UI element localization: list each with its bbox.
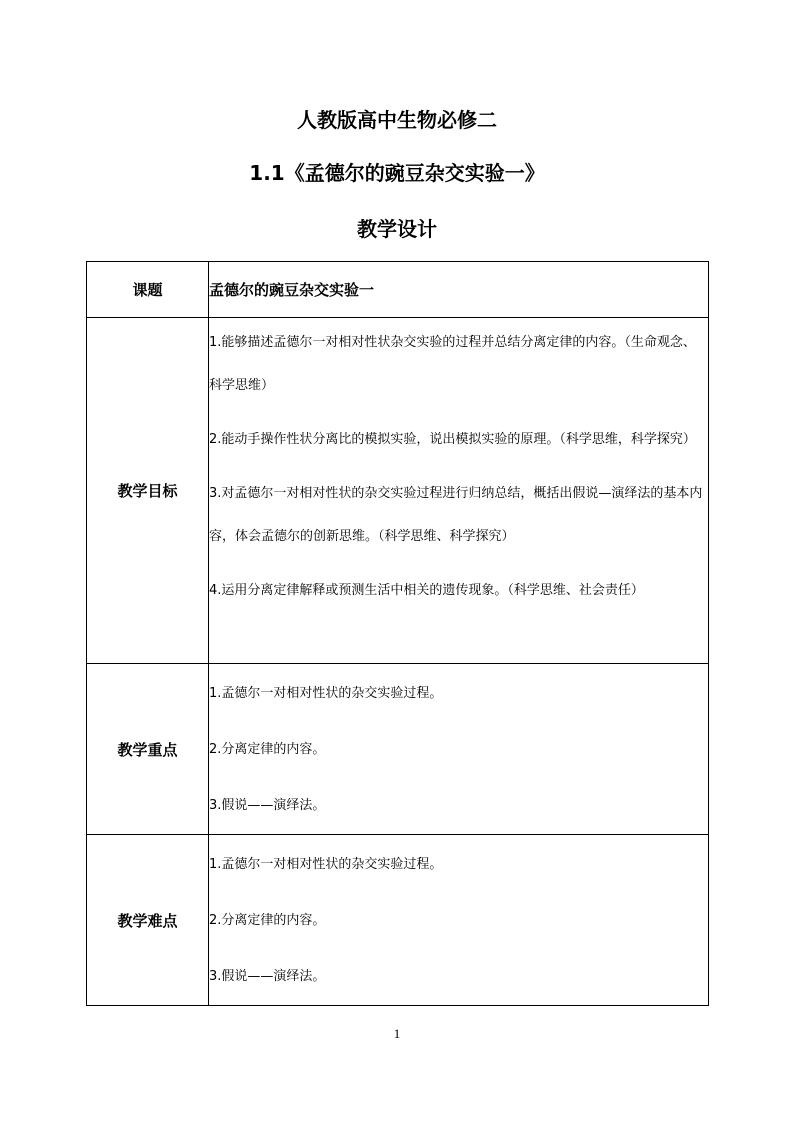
topic-label: 课题 [87, 262, 209, 318]
key-point-item: 3.假说——演绎法。 [209, 798, 326, 813]
document-title: 人教版高中生物必修二 [297, 108, 497, 132]
table-row-key-points [87, 664, 709, 835]
page-number: 1 [393, 1026, 401, 1041]
key-points-cell [209, 664, 709, 835]
document-subtitle: 教学设计 [357, 217, 437, 241]
goals-cell [209, 318, 709, 664]
lesson-title: 1.1《孟德尔的豌豆杂交实验一》 [249, 161, 545, 185]
table-row-difficulties [87, 835, 709, 1006]
goal-item: 4.运用分离定律解释或预测生活中相关的遗传现象。（科学思维、社会责任） [209, 583, 644, 598]
key-point-item: 1.孟德尔一对相对性状的杂交实验过程。 [209, 686, 443, 701]
lesson-design-table [86, 261, 709, 1006]
topic-value: 孟德尔的豌豆杂交实验一 [209, 262, 709, 318]
key-points-label: 教学重点 [87, 664, 209, 835]
key-point-item: 2.分离定律的内容。 [209, 742, 326, 757]
goals-label: 教学目标 [87, 318, 209, 664]
difficulty-item: 2.分离定律的内容。 [209, 913, 326, 928]
difficulty-item: 3.假说——演绎法。 [209, 969, 326, 984]
goal-item: 1.能够描述孟德尔一对相对性状杂交实验的过程并总结分离定律的内容。（生命观念、科学思维） [209, 335, 696, 393]
table-row-topic [87, 262, 709, 318]
difficulties-label: 教学难点 [87, 835, 209, 1006]
difficulty-item: 1.孟德尔一对相对性状的杂交实验过程。 [209, 857, 443, 872]
goal-item: 2.能动手操作性状分离比的模拟实验，说出模拟实验的原理。（科学思维，科学探究） [209, 432, 696, 447]
goal-item: 3.对孟德尔一对相对性状的杂交实验过程进行归纳总结，概括出假说—演绎法的基本内容，体会孟德尔的创新思维。（科学思维、科学探究） [209, 486, 703, 544]
table-row-goals [87, 318, 709, 664]
difficulties-cell [209, 835, 709, 1006]
